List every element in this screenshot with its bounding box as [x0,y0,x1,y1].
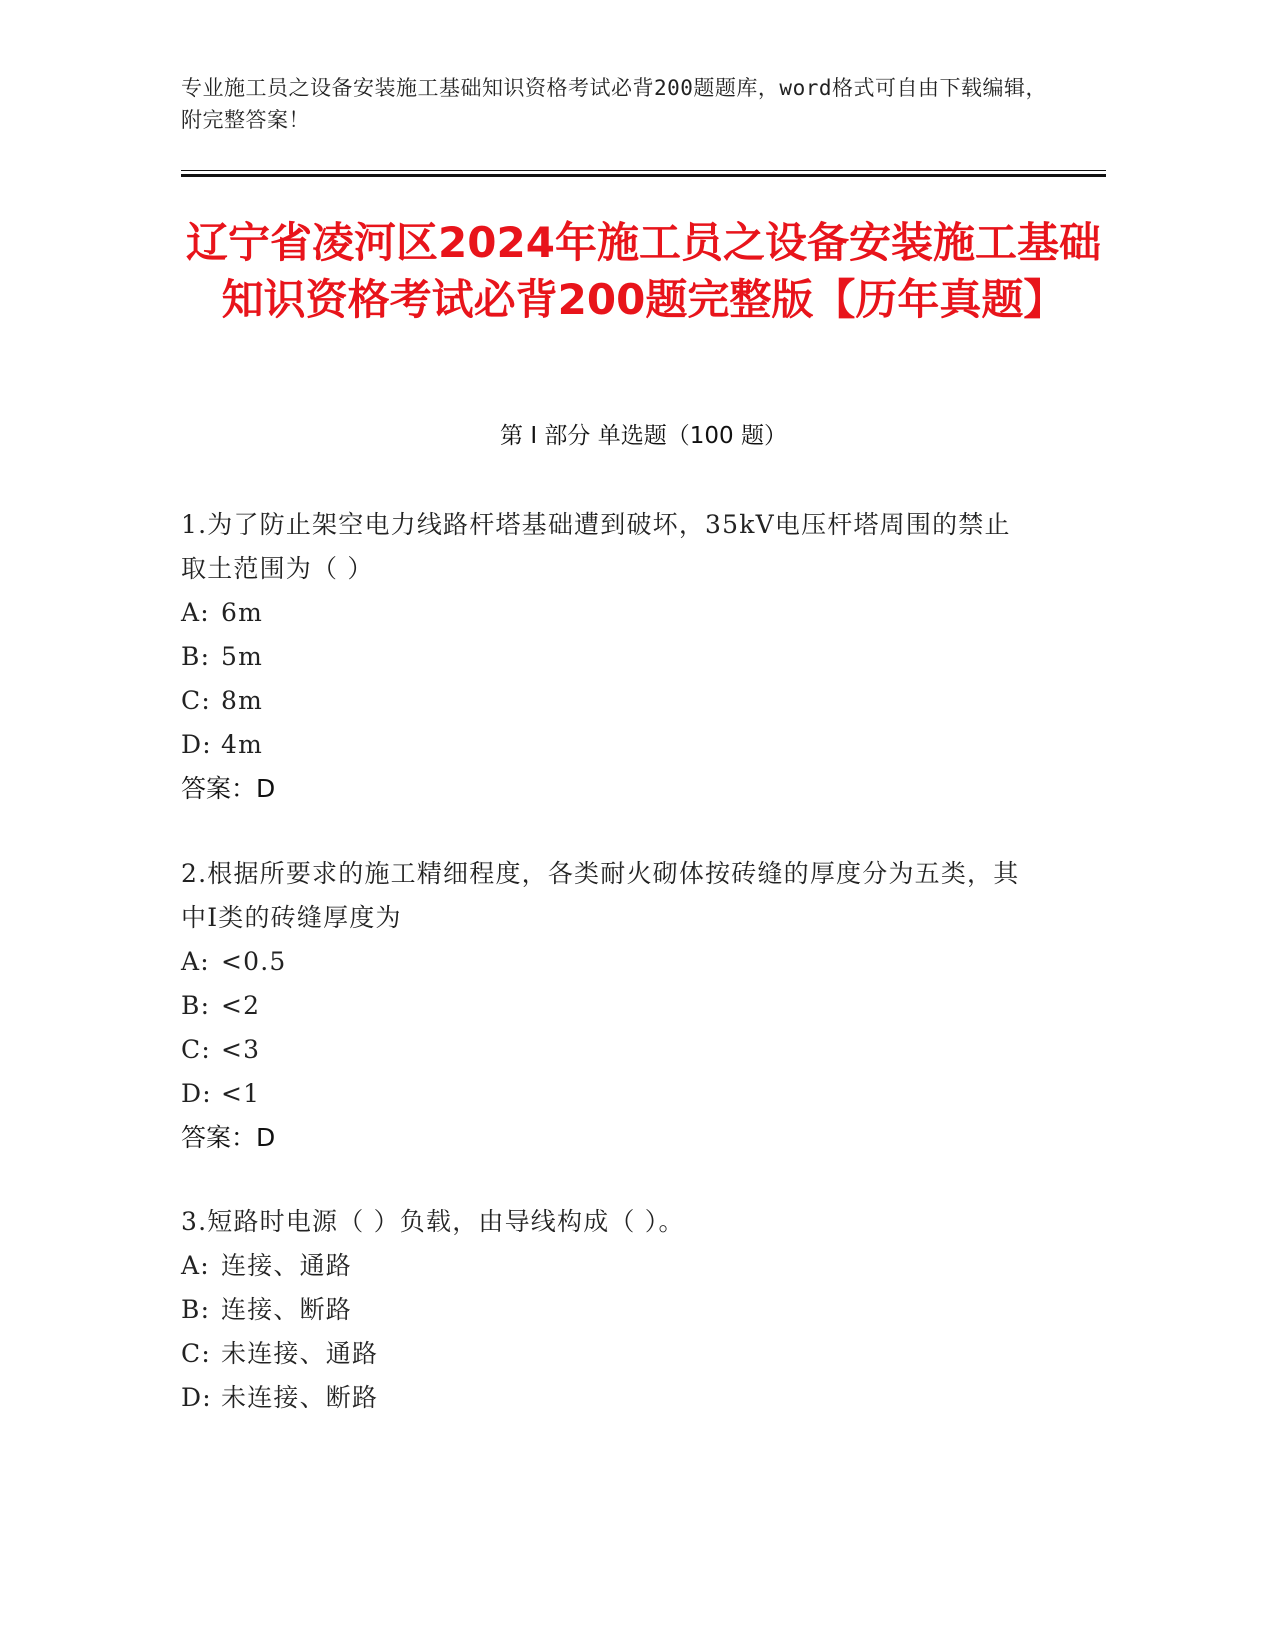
option-text: 4m [221,730,264,759]
answer-label: 答案：D [181,774,276,803]
option-letter: B: [181,991,211,1020]
option-text: 连接、断路 [221,1295,353,1324]
option-c [181,1332,1031,1376]
header-divider-thin [181,170,1106,171]
option-text: <0.5 [221,947,287,976]
option-b [181,635,1031,679]
option-letter: B: [181,642,211,671]
option-a [181,940,1031,984]
option-b [181,1288,1031,1332]
option-letter: D: [181,730,212,759]
option-d [181,723,1031,767]
option-letter: B: [181,1295,211,1324]
option-text: 未连接、通路 [221,1339,379,1368]
option-c [181,1028,1031,1072]
option-letter: C: [181,686,211,715]
option-text: 5m [221,642,264,671]
question-stem: 2.根据所要求的施工精细程度，各类耐火砌体按砖缝的厚度分为五类，其中Ⅰ类的砖缝厚度为 [181,859,1020,932]
option-a [181,1244,1031,1288]
option-text: <2 [221,991,261,1020]
option-text: 8m [221,686,264,715]
option-d [181,1072,1031,1116]
option-letter: D: [181,1383,212,1412]
option-letter: C: [181,1035,211,1064]
option-letter: D: [181,1079,212,1108]
option-letter: A: [181,1251,210,1280]
header-note: 专业施工员之设备安装施工基础知识资格考试必背200题题库，word格式可自由下载编辑，附完整答案！ [181,76,1047,132]
option-letter: A: [181,598,210,627]
option-d [181,1376,1031,1420]
question-1 [181,503,1031,811]
option-letter: A: [181,947,210,976]
answer-label: 答案：D [181,1123,276,1152]
question-stem: 1.为了防止架空电力线路杆塔基础遭到破坏，35kV电压杆塔周围的禁止取土范围为（ ） [181,510,1011,583]
option-text: 6m [221,598,264,627]
header-divider-thick [181,174,1106,177]
option-b [181,984,1031,1028]
question-stem: 3.短路时电源（ ）负载，由导线构成（ ）。 [181,1207,685,1236]
option-a [181,591,1031,635]
option-text: <1 [221,1079,261,1108]
document-title: 辽宁省凌河区2024年施工员之设备安装施工基础知识资格考试必背200题完整版【历年真题】 [186,218,1101,324]
option-c [181,679,1031,723]
option-text: 连接、通路 [221,1251,353,1280]
question-3 [181,1200,1031,1420]
option-letter: C: [181,1339,211,1368]
section-heading: 第 I 部分 单选题（100 题） [500,423,787,449]
option-text: 未连接、断路 [221,1383,379,1412]
option-text: <3 [221,1035,261,1064]
question-2 [181,852,1031,1160]
